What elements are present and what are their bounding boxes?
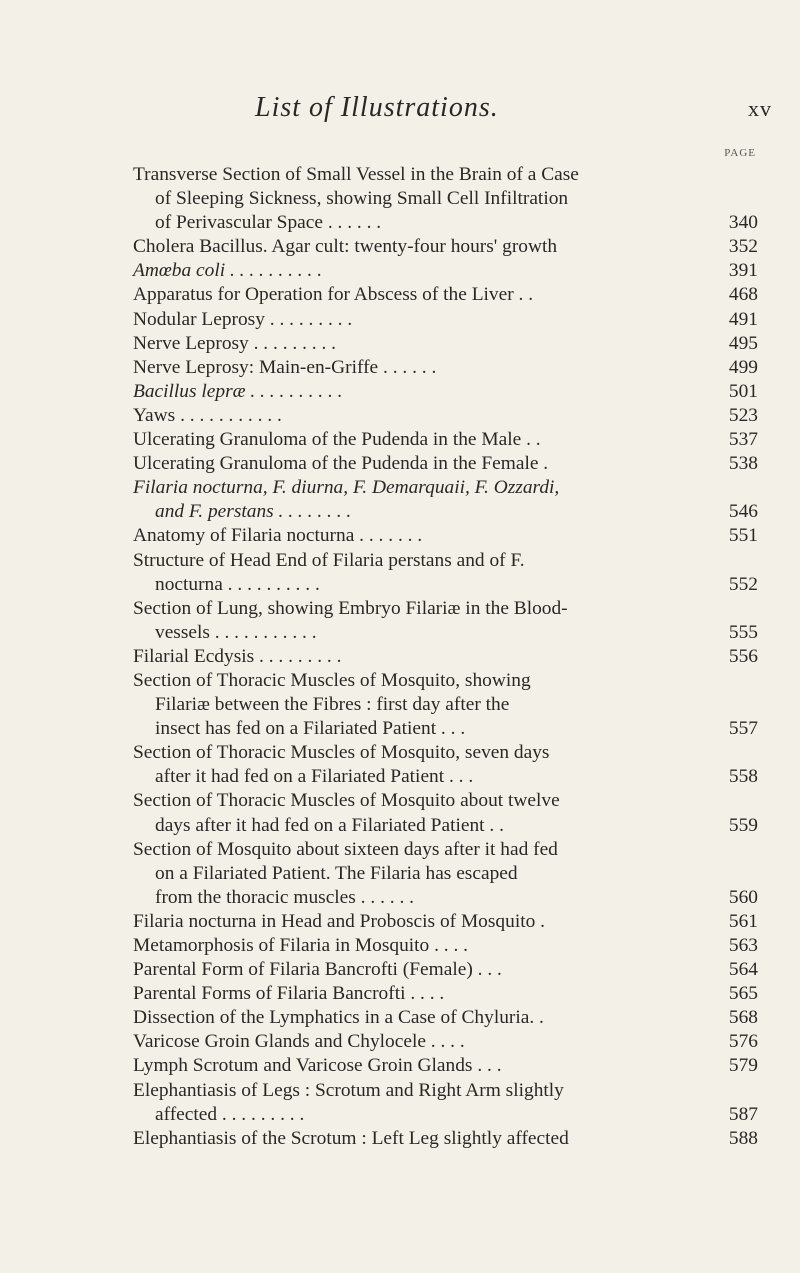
entry-title-line: Elephantiasis of the Scrotum : Left Leg slightly affected	[133, 1127, 569, 1149]
entry-page-number: 491	[728, 308, 758, 330]
entry-title-line: Section of Thoracic Muscles of Mosquito, seven days	[133, 742, 550, 764]
list-item	[133, 1030, 758, 1054]
list-item	[133, 549, 758, 597]
page-number-roman: xv	[748, 96, 772, 121]
entry-title-line: nocturna . . . . . . . . . .	[155, 573, 320, 595]
list-item	[133, 669, 758, 741]
list-item	[133, 428, 758, 452]
entry-page-number: 576	[728, 1031, 758, 1053]
list-item	[133, 1079, 758, 1127]
entry-title-line: Parental Form of Filaria Bancrofti (Female) . . .	[133, 959, 502, 981]
entry-page-number: 564	[728, 959, 758, 981]
entry-title-line: Amœba coli . . . . . . . . . .	[133, 260, 323, 282]
illustrations-list	[133, 163, 758, 1151]
list-item	[133, 380, 758, 404]
entry-page-number: 556	[728, 645, 758, 667]
entry-page-number: 560	[728, 886, 758, 908]
entry-title-line: Filaria nocturna in Head and Proboscis of Mosquito .	[133, 910, 545, 932]
list-item	[133, 838, 758, 910]
entry-title-line: Dissection of the Lymphatics in a Case of Chyluria. .	[133, 1007, 544, 1029]
list-item	[133, 332, 758, 356]
entry-title-line: Bacillus lepræ . . . . . . . . . .	[133, 380, 343, 402]
entry-page-number: 501	[728, 380, 758, 402]
entry-title-line: Varicose Groin Glands and Chylocele . . . .	[133, 1031, 465, 1053]
entry-page-number: 557	[728, 718, 758, 740]
page-column-label: PAGE	[724, 147, 756, 159]
list-item	[133, 910, 758, 934]
entry-page-number: 391	[728, 260, 758, 282]
entry-title-line: Yaws . . . . . . . . . . .	[133, 404, 282, 426]
entry-title-line: of Sleeping Sickness, showing Small Cell Infiltration	[155, 188, 569, 210]
entry-title-line: Ulcerating Granuloma of the Pudenda in the Male . .	[133, 429, 541, 451]
list-item	[133, 235, 758, 259]
entry-title-line: Structure of Head End of Filaria perstans and of F.	[133, 549, 525, 571]
entry-title-line: Elephantiasis of Legs : Scrotum and Right Arm slightly	[133, 1079, 564, 1101]
entry-page-number: 565	[728, 983, 758, 1005]
entry-page-number: 495	[728, 332, 758, 354]
entry-title-line: Section of Thoracic Muscles of Mosquito, showing	[133, 669, 531, 691]
list-item	[133, 163, 758, 235]
entry-title-line: Metamorphosis of Filaria in Mosquito . . . .	[133, 935, 469, 956]
entry-page-number: 352	[728, 236, 758, 258]
entry-title-line: Lymph Scrotum and Varicose Groin Glands . . .	[133, 1055, 502, 1077]
list-item	[133, 452, 758, 476]
list-item	[133, 982, 758, 1006]
entry-title-line: Cholera Bacillus. Agar cult: twenty-four hours' growth	[133, 236, 558, 258]
list-item	[133, 476, 758, 524]
entry-title-line: and F. perstans . . . . . . . .	[155, 501, 352, 523]
list-item	[133, 308, 758, 332]
list-item	[133, 283, 758, 307]
entry-page-number: 568	[728, 1007, 758, 1029]
list-item	[133, 934, 758, 958]
entry-page-number: 558	[728, 766, 758, 788]
entry-title-line: days after it had fed on a Filariated Patient . .	[155, 814, 504, 836]
entry-page-number: 537	[728, 429, 758, 451]
entry-page-number: 538	[728, 453, 758, 475]
list-item	[133, 1054, 758, 1078]
entry-title-line: of Perivascular Space . . . . . .	[155, 212, 382, 234]
list-item	[133, 958, 758, 982]
entry-title-line: from the thoracic muscles . . . . . .	[155, 886, 415, 908]
list-item	[133, 1006, 758, 1030]
entry-title-line: Transverse Section of Small Vessel in the Brain of a Case	[133, 164, 579, 185]
entry-title-line: Section of Lung, showing Embryo Filariæ in the Blood-	[133, 597, 568, 619]
entry-page-number: 579	[728, 1055, 758, 1077]
entry-page-number: 588	[728, 1127, 758, 1149]
entry-title-line: Filarial Ecdysis . . . . . . . . .	[133, 645, 342, 667]
entry-title-line: Parental Forms of Filaria Bancrofti . . . .	[133, 983, 445, 1005]
list-item	[133, 404, 758, 428]
entry-title-line: vessels . . . . . . . . . . .	[155, 621, 317, 643]
entry-page-number: 551	[728, 525, 758, 547]
entry-title-line: insect has fed on a Filariated Patient . . .	[155, 718, 466, 740]
entry-title-line: Filariæ between the Fibres : first day after the	[155, 694, 510, 716]
entry-page-number: 523	[728, 404, 758, 426]
entry-page-number: 546	[728, 501, 758, 523]
entry-title-line: Filaria nocturna, F. diurna, F. Demarquaii, F. Ozzardi,	[133, 477, 560, 499]
list-item	[133, 356, 758, 380]
entry-title-line: Nerve Leprosy: Main-en-Griffe . . . . . .	[133, 356, 437, 378]
entry-title-line: after it had fed on a Filariated Patient . . .	[155, 766, 474, 788]
entry-title-line: Anatomy of Filaria nocturna . . . . . . .	[133, 525, 423, 547]
entry-page-number: 552	[728, 573, 758, 595]
entry-page-number: 468	[728, 284, 758, 306]
entry-title-line: Apparatus for Operation for Abscess of the Liver . .	[133, 284, 534, 306]
running-title: List of Illustrations.	[255, 92, 499, 123]
entry-page-number: 563	[728, 935, 758, 956]
entry-title-line: Nodular Leprosy . . . . . . . . .	[133, 308, 353, 330]
list-item	[133, 789, 758, 837]
entry-title-line: affected . . . . . . . . .	[155, 1103, 305, 1125]
entry-page-number: 559	[728, 814, 758, 836]
entry-page-number: 499	[728, 356, 758, 378]
page-header	[0, 92, 800, 132]
list-item	[133, 597, 758, 645]
entry-page-number: 587	[728, 1103, 758, 1125]
entry-page-number: 340	[728, 212, 758, 234]
entry-page-number: 555	[728, 621, 758, 643]
list-item	[133, 741, 758, 789]
entry-title-line: Section of Thoracic Muscles of Mosquito about twelve	[133, 790, 560, 812]
entry-title-line: Nerve Leprosy . . . . . . . . .	[133, 332, 337, 354]
entry-title-line: on a Filariated Patient. The Filaria has escaped	[155, 862, 518, 884]
list-item	[133, 259, 758, 283]
list-item	[133, 1127, 758, 1151]
entry-page-number: 561	[728, 910, 758, 932]
list-item	[133, 645, 758, 669]
list-item	[133, 524, 758, 548]
entry-title-line: Section of Mosquito about sixteen days after it had fed	[133, 838, 558, 860]
entry-title-line: Ulcerating Granuloma of the Pudenda in the Female .	[133, 453, 549, 475]
